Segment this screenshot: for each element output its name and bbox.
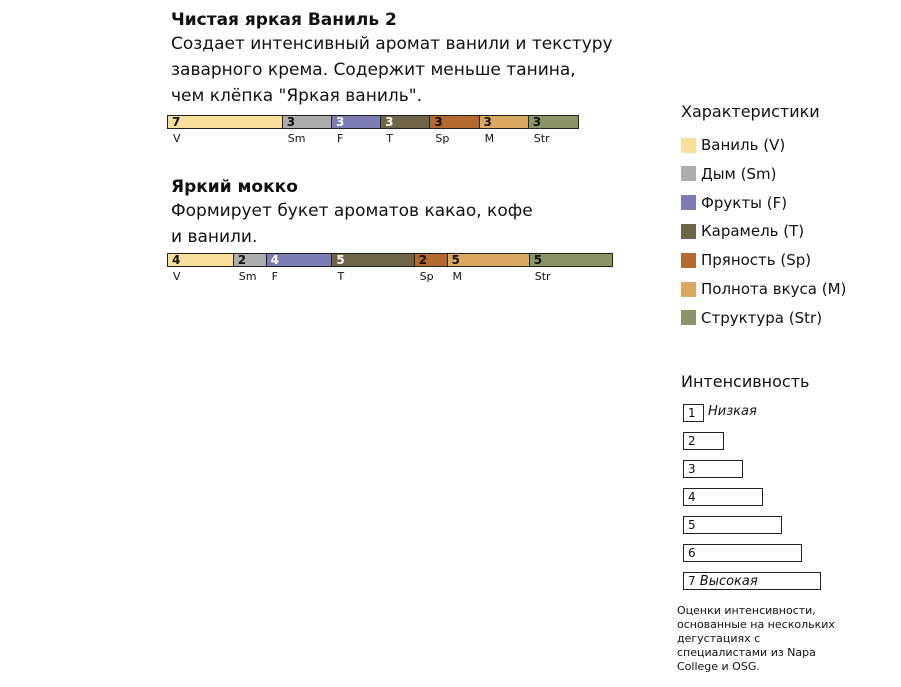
segment-value: 3 <box>286 115 296 129</box>
legend-item <box>681 165 776 183</box>
footnote: Оценки интенсивности, основанные на нескольких дегустациях с специалистами из Napa College и OSG. <box>677 604 835 673</box>
intensity-title: Интенсивность <box>681 372 810 391</box>
segment-value: 5 <box>336 253 345 267</box>
tick-label: Str <box>534 270 551 283</box>
legend-item <box>681 136 785 154</box>
bar-segment-str <box>530 254 612 266</box>
legend-swatch <box>681 166 696 181</box>
legend-item <box>681 280 846 298</box>
tick-label: V <box>173 132 181 145</box>
legend-label: Дым (Sm) <box>701 164 777 183</box>
intensity-low-label: Низкая <box>708 404 757 419</box>
bar-segment-sp <box>415 254 448 266</box>
product-title: Чистая яркая Ваниль 2 <box>171 10 397 30</box>
bar-segment-sp <box>430 116 479 128</box>
flavor-bar-2 <box>167 253 613 267</box>
product-2 <box>171 176 533 250</box>
product-description: Создает интенсивный аромат ванили и текстуру заварного крема. Содержит меньше танина, чем клёпка "Яркая ваниль". <box>171 34 613 106</box>
segment-value: 3 <box>532 115 542 129</box>
bar-segment-v <box>168 254 234 266</box>
intensity-level-5: 5 <box>683 516 782 534</box>
segment-value: 2 <box>237 253 247 267</box>
legend-label: Фрукты (F) <box>701 193 788 212</box>
tick-label: F <box>337 132 344 145</box>
legend-swatch <box>681 224 696 239</box>
intensity-high-label: Высокая <box>695 574 758 589</box>
intensity-level-2: 2 <box>683 432 724 450</box>
legend-label: Структура (Str) <box>701 308 823 327</box>
product-title: Яркий мокко <box>171 177 298 197</box>
legend-item <box>681 251 811 269</box>
segment-value: 5 <box>451 253 460 267</box>
tick-label: F <box>271 270 278 283</box>
intensity-level-1: 1 <box>683 404 704 422</box>
legend-swatch <box>681 253 696 268</box>
legend-label: Полнота вкуса (M) <box>701 280 847 298</box>
segment-value: 7 <box>172 115 181 129</box>
bar-segment-f <box>267 254 333 266</box>
tick-label: Str <box>533 132 550 145</box>
product-description: Формирует букет ароматов какао, кофе и ванили. <box>171 201 533 247</box>
tick-label: Sm <box>238 270 257 283</box>
segment-value: 4 <box>172 253 181 267</box>
bar-segment-m <box>448 254 530 266</box>
legend-swatch <box>681 282 696 297</box>
bar-segment-m <box>480 116 529 128</box>
bar-segment-v <box>168 116 283 128</box>
tick-label: M <box>452 270 463 283</box>
bar-segment-f <box>332 116 381 128</box>
bar-segment-t <box>381 116 430 128</box>
legend-title: Характеристики <box>681 102 820 121</box>
tick-label: T <box>337 270 345 283</box>
legend-swatch <box>681 310 696 325</box>
flavor-bar-1 <box>167 115 579 129</box>
bar-segment-sm <box>283 116 332 128</box>
intensity-level-6: 6 <box>683 544 802 562</box>
segment-value: 3 <box>483 115 492 129</box>
legend-swatch <box>681 138 696 153</box>
tick-label: V <box>173 270 181 283</box>
segment-value: 3 <box>434 115 443 129</box>
legend-item <box>681 194 787 212</box>
legend-label: Ваниль (V) <box>701 136 786 154</box>
bar-segment-sm <box>234 254 267 266</box>
tick-label: Sp <box>435 132 450 145</box>
segment-value: 3 <box>385 115 394 129</box>
product-1 <box>171 9 613 109</box>
tick-label: Sm <box>287 132 306 145</box>
segment-value: 3 <box>335 115 345 129</box>
segment-value: 2 <box>418 253 427 267</box>
tick-label: M <box>484 132 495 145</box>
legend-item <box>681 222 804 240</box>
tick-label: Sp <box>419 270 434 283</box>
legend-item <box>681 309 822 327</box>
segment-value: 4 <box>270 253 279 267</box>
intensity-level-7: 7 Высокая <box>683 572 821 590</box>
legend-label: Карамель (T) <box>701 222 805 241</box>
legend-label: Пряность (Sp) <box>701 251 812 270</box>
intensity-level-4: 4 <box>683 488 763 506</box>
bar-segment-t <box>332 254 414 266</box>
intensity-level-3: 3 <box>683 460 743 478</box>
tick-label: T <box>386 132 393 145</box>
legend-swatch <box>681 195 696 210</box>
segment-value: 5 <box>533 253 543 267</box>
bar-segment-str <box>529 116 578 128</box>
